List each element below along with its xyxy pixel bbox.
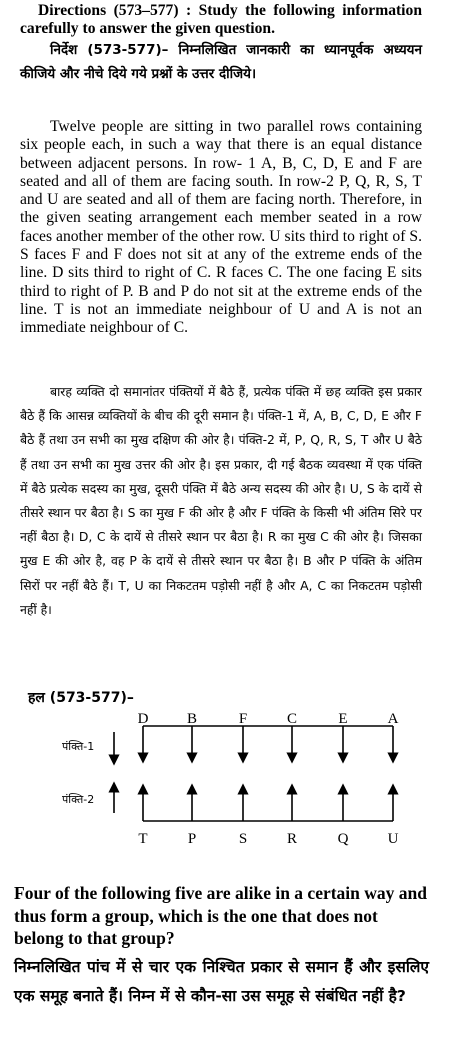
row1-seat-b: B xyxy=(186,711,198,727)
row1-seat-c: C xyxy=(286,711,298,727)
row2-seat-q: Q xyxy=(337,831,349,847)
row2-seat-r: R xyxy=(286,831,298,847)
passage-english: Twelve people are sitting in two parallel rows containing six people each, in such a way that there is an equal distance between adjacent persons. In row- 1 A, B, C, D, E and F are seated and all of them are facing south. In row-2 P, Q, R, S, T and U are seated and all of them are facing north. Therefore, in the given seating arrangement each member seated in a row faces another member of the other row. U sits third to right of S. S faces F and F does not sit at any of the extreme ends of the line. D sits third to right of C. R faces C. The one facing E sits third to right of P. B and P do not sit at the extreme ends of the line. T is not an immediate neighbour of U and A is not an immediate neighbour of C. xyxy=(20,118,422,337)
question-english: Four of the following five are alike in a certain way and thus form a group, which is the one that does not belong to that group? xyxy=(14,883,428,948)
passage-hindi: बारह व्यक्ति दो समानांतर पंक्तियों में बैठे हैं, प्रत्येक पंक्ति में छह व्यक्ति इस प्रकार बैठे हैं कि आसन्न व्यक्तियों के बीच की दूरी समान है। पंक्ति-1 में, A, B, C, D, E और F बैठे हैं तथा उन सभी का मुख दक्षिण की ओर है। पंक्ति-2 में, P, Q, R, S, T और U बैठे हैं तथा उन सभी का मुख उत्तर की ओर है। इस प्रकार, दी गई बैठक व्यवस्था में एक पंक्ति में बैठे प्रत्येक सदस्य का मुख, दूसरी पंक्ति में बैठे अन्य सदस्य की ओर है। U, S के दायें से तीसरे स्थान पर बैठा है। S का मुख F की ओर है और F पंक्ति के किसी भी अंतिम सिरे पर नहीं बैठा है। D, C के दायें से तीसरे स्थान पर बैठा है। R का मुख C की ओर है। जिसका मुख E की ओर है, वह P के दायें से तीसरे स्थान पर बैठा है। B और P पंक्ति के अंतिम सिरों पर नहीं बैठे हैं। T, U का निकटतम पड़ोसी नहीं है और A, C का निकटतम पड़ोसी नहीं है। xyxy=(20,384,422,617)
row1-seat-e: E xyxy=(338,711,348,727)
row2-seat-t: T xyxy=(138,831,148,847)
row2-seats xyxy=(138,789,398,847)
row2-seat-p: P xyxy=(187,831,197,847)
solution-label: हल (573-577)– xyxy=(28,690,134,706)
row1-seat-a: A xyxy=(387,711,399,727)
row1-seat-d: D xyxy=(137,711,149,727)
row2-label: पंक्ति-2 xyxy=(62,793,95,806)
row1-seat-f: F xyxy=(238,711,248,727)
seating-arrangement-diagram xyxy=(0,700,462,860)
row2-seat-s: S xyxy=(238,831,248,847)
directions-hindi: निर्देश (573-577)– निम्नलिखित जानकारी का ध्यानपूर्वक अध्ययन कीजिये और नीचे दिये गये प्रश्नों के उत्तर दीजिये। xyxy=(20,42,422,82)
question-hindi: निम्नलिखित पांच में से चार एक निश्चित प्रकार से समान हैं और इसलिए एक समूह बनाते हैं। निम्न में से कौन-सा उस समूह से संबंधित नहीं है? xyxy=(14,958,429,1005)
row1-label: पंक्ति-1 xyxy=(62,740,95,753)
directions-english: Directions (573–577) : Study the following information carefully to answer the given question. xyxy=(20,2,422,38)
row2-seat-u: U xyxy=(387,831,399,847)
row1-seats xyxy=(138,711,399,758)
